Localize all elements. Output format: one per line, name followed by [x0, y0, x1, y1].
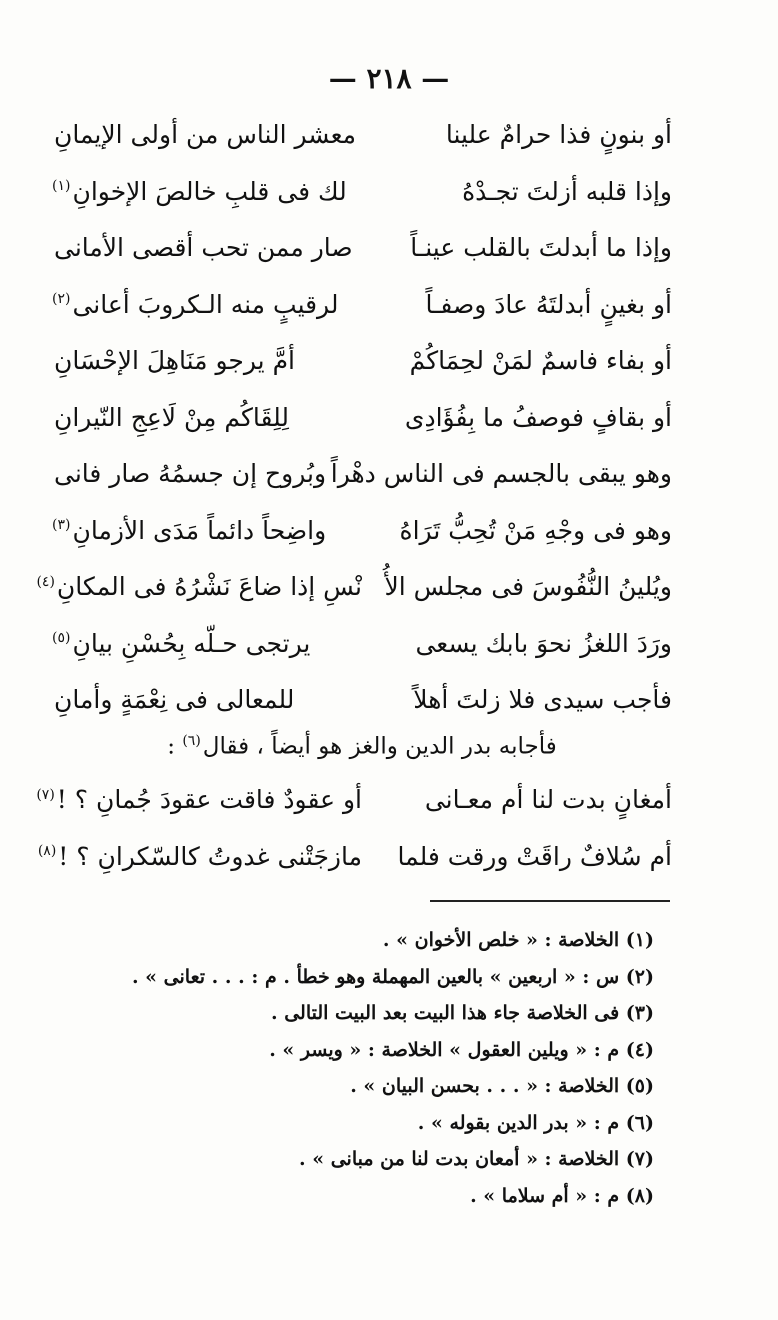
- verse-first-hemistich: أمغانٍ بدت لنا أم معـانى: [424, 785, 672, 814]
- verse-second-hemistich: للمعالى فى نِعْمَةٍ وأمانِ: [54, 685, 295, 714]
- footnote: (٢) س : « اربعين » بالعين المهملة وهو خطأ . م : . . . تعانى » .: [131, 965, 654, 988]
- verse-line: [52, 290, 672, 347]
- verse-line: [52, 177, 672, 234]
- verse-line: [52, 629, 672, 686]
- footnote: (١) الخلاصة : « خلص الأخوان » .: [382, 929, 654, 951]
- verse-first-hemistich: أو بغينٍ أبدلتَهُ عادَ وصفـاً: [425, 289, 672, 319]
- verse-second-hemistich: مازجَتْنى غدوتُ كالسّكرانِ ؟ !$^{(٨)}$: [37, 841, 362, 871]
- verse-second-hemistich: وبُروح إن جسمُهُ صار فانى: [54, 459, 327, 488]
- verse-first-hemistich: وإذا قلبه أزلتَ تجـدْهُ: [462, 176, 672, 206]
- page-number: — ٢١٨ —: [328, 62, 450, 95]
- verse-first-hemistich: أو بنونٍ فذا حرامٌ علينا: [445, 120, 672, 149]
- verse-first-hemistich: ورَدَ اللغزُ نحوَ بابك يسعى: [415, 628, 672, 658]
- footnote-ref: (٥): [52, 630, 71, 647]
- verse-second-hemistich: صار ممن تحب أقصى الأمانى: [54, 233, 353, 262]
- footnote: (٥) الخلاصة : « . . . بحسن البيان » .: [350, 1075, 654, 1097]
- footnote-ref: (٤): [36, 573, 55, 590]
- footnote-ref: (٦): [182, 733, 201, 749]
- verse-second-hemistich: لِلِقَاكُم مِنْ لَاعِجِ النّيرانِ: [54, 402, 290, 432]
- footnote-ref: (٣): [52, 517, 71, 534]
- footnote: (٣) فى الخلاصة جاء هذا البيت بعد البيت التالى .: [270, 1002, 654, 1024]
- verse-second-hemistich: أمَّ يرجو مَنَاهِلَ الإحْسَانِ: [54, 346, 295, 375]
- footnote: (٧) الخلاصة : « أمعان بدت لنا من مبانى » .: [298, 1148, 654, 1170]
- footnotes: [60, 922, 654, 1214]
- verse-line: [52, 120, 672, 177]
- verse-line: [52, 403, 672, 460]
- verse-first-hemistich: وإذا ما أبدلتَ بالقلب عينـاً: [410, 233, 672, 262]
- verse-line: [52, 233, 672, 290]
- verse-second-hemistich: لرقيبٍ منه الـكروبَ أعانى$^{(٢)}$: [52, 289, 339, 319]
- verse-first-hemistich: أو بقافٍ فوصفُ ما بِفُؤَادِى: [404, 402, 672, 432]
- footnote-ref: (٢): [52, 291, 71, 308]
- prose-line: [52, 733, 672, 760]
- verse-second-hemistich: واضِحاً دائماً مَدَى الأزمانِ$^{(٣)}$: [52, 515, 327, 545]
- verse-second-hemistich: معشر الناس من أولى الإيمانِ: [54, 120, 357, 149]
- prose-text: فأجابه بدر الدين والغز هو أيضاً ، فقال: [202, 733, 557, 760]
- verse-first-hemistich: وهو يبقى بالجسم فى الناس دهْراً: [330, 459, 672, 488]
- verse-line: [37, 841, 672, 899]
- verse-line: [36, 572, 672, 629]
- verse-line: [52, 346, 672, 403]
- verse-first-hemistich: ويُلينُ النُّفُوسَ فى مجلس الأُ: [384, 572, 672, 601]
- verse-second-hemistich: أو عقودٌ فاقت عقودَ جُمانِ ؟ !$^{(٧)}$: [36, 785, 362, 814]
- footnote-ref: (٨): [37, 843, 57, 860]
- footnote: (٦) م : « بدر الدين بقوله » .: [417, 1111, 654, 1134]
- verse-first-hemistich: أم سُلافٌ راقَتْ ورقت فلما: [397, 841, 672, 871]
- poem-verses: [36, 120, 672, 742]
- footnote-divider: [430, 900, 670, 902]
- verse-second-hemistich: يرتجى حـلّه بِحُسْنِ بيانِ$^{(٥)}$: [52, 628, 311, 658]
- verse-line: [36, 785, 672, 842]
- footnote-ref: (١): [52, 178, 71, 195]
- verse-second-hemistich: لك فى قلبِ خالصَ الإخوانِ$^{(١)}$: [52, 176, 347, 206]
- verse-first-hemistich: وهو فى وجْهِ مَنْ تُحِبُّ تَرَاهُ: [399, 515, 672, 545]
- prose-colon: :: [167, 733, 183, 760]
- verse-first-hemistich: فأجب سيدى فلا زلتَ أهلاً: [413, 685, 672, 714]
- verse-line: [52, 516, 672, 573]
- verse-line: [52, 459, 672, 516]
- verse-second-hemistich: نْسِ إذا ضاعَ نَشْرُهُ فى المكانِ$^{(٤)}$: [36, 572, 362, 601]
- footnote-ref: (٧): [36, 786, 55, 803]
- poem-verses-reply: [36, 785, 672, 898]
- verse-first-hemistich: أو بفاء فاسمٌ لمَنْ لحِمَاكُمْ: [409, 346, 672, 375]
- footnote: (٤) م : « ويلين العقول » الخلاصة : « ويسر » .: [269, 1038, 654, 1061]
- footnote: (٨) م : « أم سلاما » .: [470, 1184, 654, 1207]
